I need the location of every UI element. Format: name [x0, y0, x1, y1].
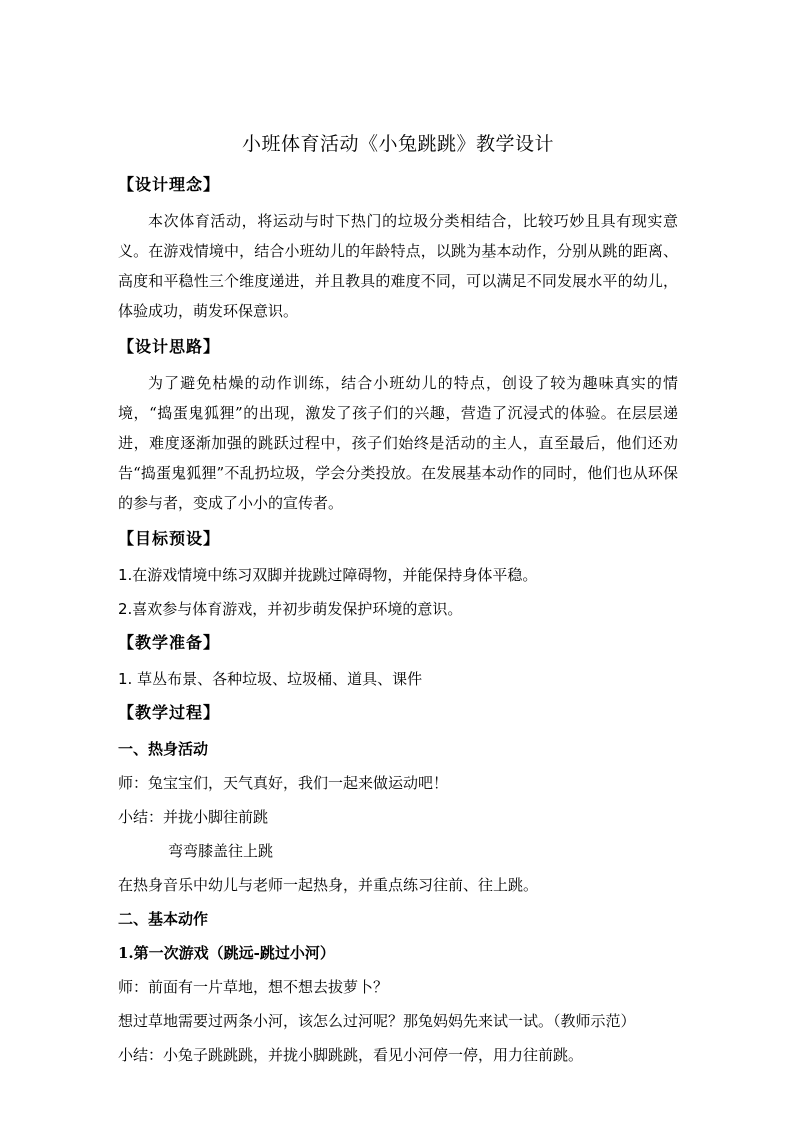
- section-heading-goals: 【目标预设】: [118, 529, 221, 548]
- section-heading-concept: 【设计理念】: [118, 175, 221, 194]
- section-heading-approach: 【设计思路】: [118, 337, 221, 356]
- document-page: [118, 130, 678, 1074]
- approach-paragraph: 为了避免枯燥的动作训练，结合小班幼儿的特点，创设了较为趣味真实的情境，“捣蛋鬼狐狸”的出现，激发了孩子们的兴趣，营造了沉浸式的体验。在层层递进，难度逐渐加强的跳跃过程中，孩子们始终是活动的主人，直至最后，他们还劝告“捣蛋鬼狐狸”不乱扔垃圾，学会分类投放。在发展基本动作的同时，他们也从环保的参与者，变成了小小的宣传者。: [118, 374, 678, 512]
- section-heading-process: 【教学过程】: [118, 703, 221, 722]
- basic-line-2: 想过草地需要过两条小河，该怎么过河呢？那兔妈妈先来试一试。（教师示范）: [118, 1012, 636, 1030]
- document-title: 小班体育活动《小兔跳跳》教学设计: [241, 133, 554, 155]
- basic-line-1: 师：前面有一片草地，想不想去拔萝卜？: [118, 978, 389, 996]
- basic-subheading: 二、基本动作: [118, 910, 209, 928]
- basic-line-3: 小结：小兔子跳跳跳，并拢小脚跳跳，看见小河停一停，用力往前跳。: [118, 1046, 584, 1064]
- warmup-line-4: 在热身音乐中幼儿与老师一起热身，并重点练习往前、往上跳。: [118, 876, 539, 894]
- warmup-line-3: 弯弯膝盖往上跳: [168, 842, 274, 860]
- goal-item-1: 1.在游戏情境中练习双脚并拢跳过障碍物，并能保持身体平稳。: [118, 566, 538, 584]
- game1-title: 1.第一次游戏（跳远-跳过小河）: [118, 944, 335, 962]
- warmup-line-2: 小结：并拢小脚往前跳: [118, 808, 269, 826]
- preparation-item-1: 1. 草丛布景、各种垃圾、垃圾桶、道具、课件: [118, 670, 423, 688]
- warmup-line-1: 师：兔宝宝们，天气真好，我们一起来做运动吧！: [118, 774, 449, 792]
- warmup-subheading: 一、热身活动: [118, 740, 209, 758]
- section-heading-preparation: 【教学准备】: [118, 633, 221, 652]
- goal-item-2: 2.喜欢参与体育游戏，并初步萌发保护环境的意识。: [118, 600, 463, 618]
- concept-paragraph: 本次体育活动，将运动与时下热门的垃圾分类相结合，比较巧妙且具有现实意义。在游戏情境中，结合小班幼儿的年龄特点，以跳为基本动作，分别从跳的距离、高度和平稳性三个维度递进，并且教具的难度不同，可以满足不同发展水平的幼儿，体验成功，萌发环保意识。: [118, 212, 678, 320]
